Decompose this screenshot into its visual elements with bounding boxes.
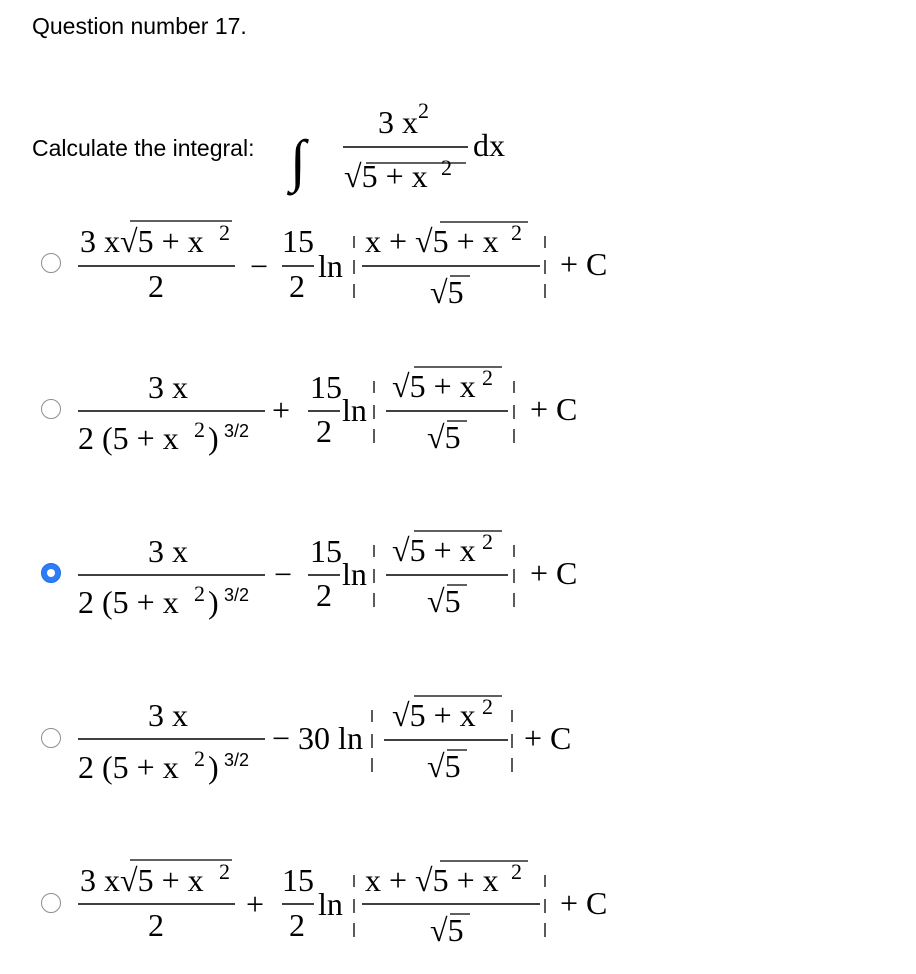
option-2-coefficient-denominator: 2	[316, 413, 332, 449]
option-1-log: ln	[318, 248, 343, 284]
option-4-outer-exponent: 3/2	[224, 750, 250, 770]
option-1-coefficient-numerator: 15	[282, 223, 314, 259]
question-title: Question number 17.	[32, 13, 247, 39]
option-4-first-denominator: 2 (5 + x	[78, 749, 179, 785]
option-2-abs-numerator: √5 + x	[392, 368, 476, 404]
option-5-first-denominator: 2	[148, 907, 164, 943]
option-3-coefficient-denominator: 2	[316, 577, 332, 613]
option-1-first-denominator: 2	[148, 268, 164, 304]
option-4-first-denominator-exponent: 2	[194, 746, 205, 771]
option-2-log: ln	[342, 392, 367, 428]
option-5-operator: +	[246, 886, 265, 922]
integral-sign: ∫	[290, 128, 306, 193]
option-5-first-numerator: 3 x√5 + x	[80, 862, 204, 898]
option-5-coefficient-denominator: 2	[289, 907, 305, 943]
option-4-abs-denominator: √5	[427, 748, 461, 784]
option-3-coefficient-numerator: 15	[310, 533, 342, 569]
option-1-first-numerator: 3 x√5 + x	[80, 223, 204, 259]
option-4-abs-numerator: √5 + x	[392, 697, 476, 733]
option-2-operator: +	[272, 392, 291, 428]
option-1-abs-numerator-exponent: 2	[511, 220, 522, 245]
option-5-first-numerator-exponent: 2	[219, 859, 230, 884]
option-5-constant: + C	[560, 885, 608, 921]
option-4-first-denominator-close: )	[208, 749, 219, 785]
option-1-coefficient-denominator: 2	[289, 268, 305, 304]
integral-numerator-exponent: 2	[418, 98, 429, 123]
option-4-constant: + C	[524, 720, 572, 756]
option-3-operator: −	[274, 556, 293, 592]
option-3-first-denominator-exponent: 2	[194, 581, 205, 606]
option-2-first-denominator-exponent: 2	[194, 417, 205, 442]
option-3-abs-numerator: √5 + x	[392, 532, 476, 568]
option-1-constant: + C	[560, 246, 608, 282]
option-3-abs-denominator: √5	[427, 583, 461, 619]
option-5-log: ln	[318, 886, 343, 922]
integral-denominator: √5 + x	[344, 158, 428, 194]
option-5-abs-denominator: √5	[430, 912, 464, 948]
option-5-abs-numerator-exponent: 2	[511, 859, 522, 884]
option-2-abs-numerator-exponent: 2	[482, 365, 493, 390]
option-2-constant: + C	[530, 391, 578, 427]
option-3-log: ln	[342, 556, 367, 592]
option-3-outer-exponent: 3/2	[224, 585, 250, 605]
option-1-first-numerator-exponent: 2	[219, 220, 230, 245]
option-5-abs-numerator: x + √5 + x	[365, 862, 499, 898]
option-3-first-denominator: 2 (5 + x	[78, 584, 179, 620]
question-prompt: Calculate the integral:	[32, 135, 255, 161]
integral-numerator: 3 x	[378, 104, 418, 140]
integral-differential: dx	[473, 127, 505, 163]
option-4-operator: − 30 ln	[272, 720, 363, 756]
option-4-abs-numerator-exponent: 2	[482, 694, 493, 719]
option-3-constant: + C	[530, 555, 578, 591]
option-5-coefficient-numerator: 15	[282, 862, 314, 898]
integral-denominator-exponent: 2	[441, 155, 452, 180]
option-1-abs-denominator: √5	[430, 274, 464, 310]
option-1-operator: −	[250, 248, 269, 284]
option-3-first-numerator: 3 x	[148, 533, 188, 569]
option-2-outer-exponent: 3/2	[224, 421, 250, 441]
option-2-abs-denominator: √5	[427, 419, 461, 455]
option-1-abs-numerator: x + √5 + x	[365, 223, 499, 259]
option-2-coefficient-numerator: 15	[310, 369, 342, 405]
option-4-first-numerator: 3 x	[148, 697, 188, 733]
option-2-first-denominator-close: )	[208, 420, 219, 456]
option-3-abs-numerator-exponent: 2	[482, 529, 493, 554]
option-2-first-numerator: 3 x	[148, 369, 188, 405]
option-2-first-denominator: 2 (5 + x	[78, 420, 179, 456]
option-3-first-denominator-close: )	[208, 584, 219, 620]
